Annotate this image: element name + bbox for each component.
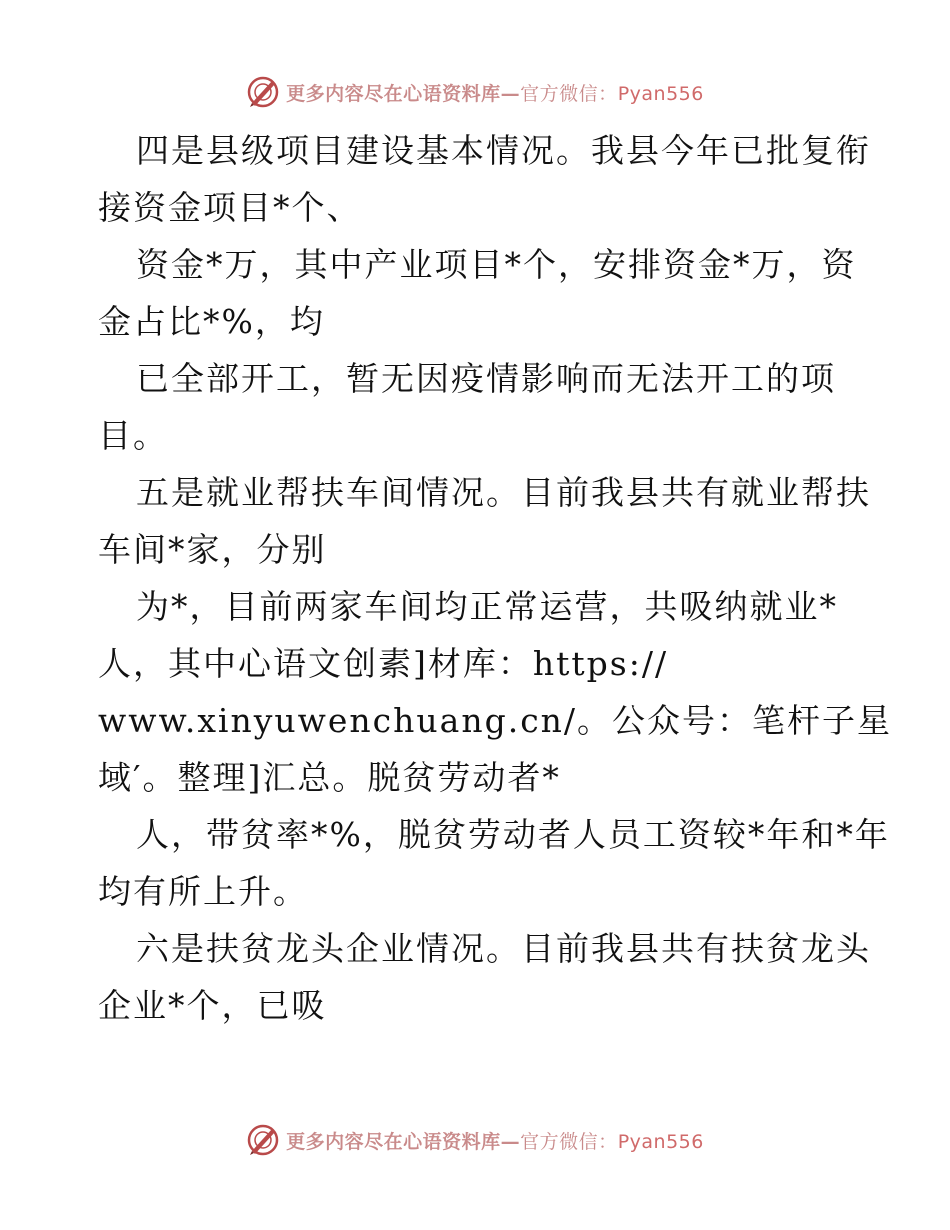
watermark-separator: — xyxy=(500,1130,521,1153)
paragraph-line: www.xinyuwenchuang.cn/。公众号：笔杆子星 xyxy=(98,701,893,740)
watermark-wechat-id: Pyan556 xyxy=(617,82,704,105)
paragraph-line: 车间*家，分别 xyxy=(98,530,327,569)
paragraph-line: 已全部开工，暂无因疫情影响而无法开工的项 xyxy=(136,359,836,398)
paragraph-line: 域′。整理]汇总。脱贫劳动者* xyxy=(98,758,561,797)
paragraph-line: 均有所上升。 xyxy=(98,872,308,911)
paragraph-line: 接资金项目*个、 xyxy=(98,188,362,227)
watermark-wechat-id: Pyan556 xyxy=(617,1130,704,1153)
watermark-prefix: 更多内容尽在心语资料库 xyxy=(286,1130,501,1153)
document-body xyxy=(98,122,893,1034)
pen-logo-icon xyxy=(246,1123,280,1157)
paragraph-line: 金占比*%，均 xyxy=(98,302,325,341)
footer-watermark xyxy=(0,1120,950,1160)
paragraph-line: 为*，目前两家车间均正常运营，共吸纳就业* xyxy=(136,587,838,626)
paragraph-line: 目。 xyxy=(98,416,168,455)
paragraph-line: 六是扶贫龙头企业情况。目前我县共有扶贫龙头 xyxy=(136,929,871,968)
header-watermark xyxy=(0,72,950,112)
paragraph-line: 人，带贫率*%，脱贫劳动者人员工资较*年和*年 xyxy=(136,815,890,854)
watermark-prefix: 更多内容尽在心语资料库 xyxy=(286,82,501,105)
watermark-text xyxy=(286,1127,704,1154)
paragraph-line: 人，其中心语文创素]材库：https:// xyxy=(98,644,669,683)
watermark-separator: — xyxy=(500,82,521,105)
paragraph-line: 企业*个，已吸 xyxy=(98,986,327,1025)
paragraph-line: 资金*万，其中产业项目*个，安排资金*万，资 xyxy=(136,245,857,284)
watermark-wechat-label: 官方微信： xyxy=(520,1130,618,1153)
watermark-wechat-label: 官方微信： xyxy=(520,82,618,105)
pen-logo-icon xyxy=(246,75,280,109)
watermark-text xyxy=(286,79,704,106)
paragraph-line: 四是县级项目建设基本情况。我县今年已批复衔 xyxy=(136,131,871,170)
paragraph-line: 五是就业帮扶车间情况。目前我县共有就业帮扶 xyxy=(136,473,871,512)
